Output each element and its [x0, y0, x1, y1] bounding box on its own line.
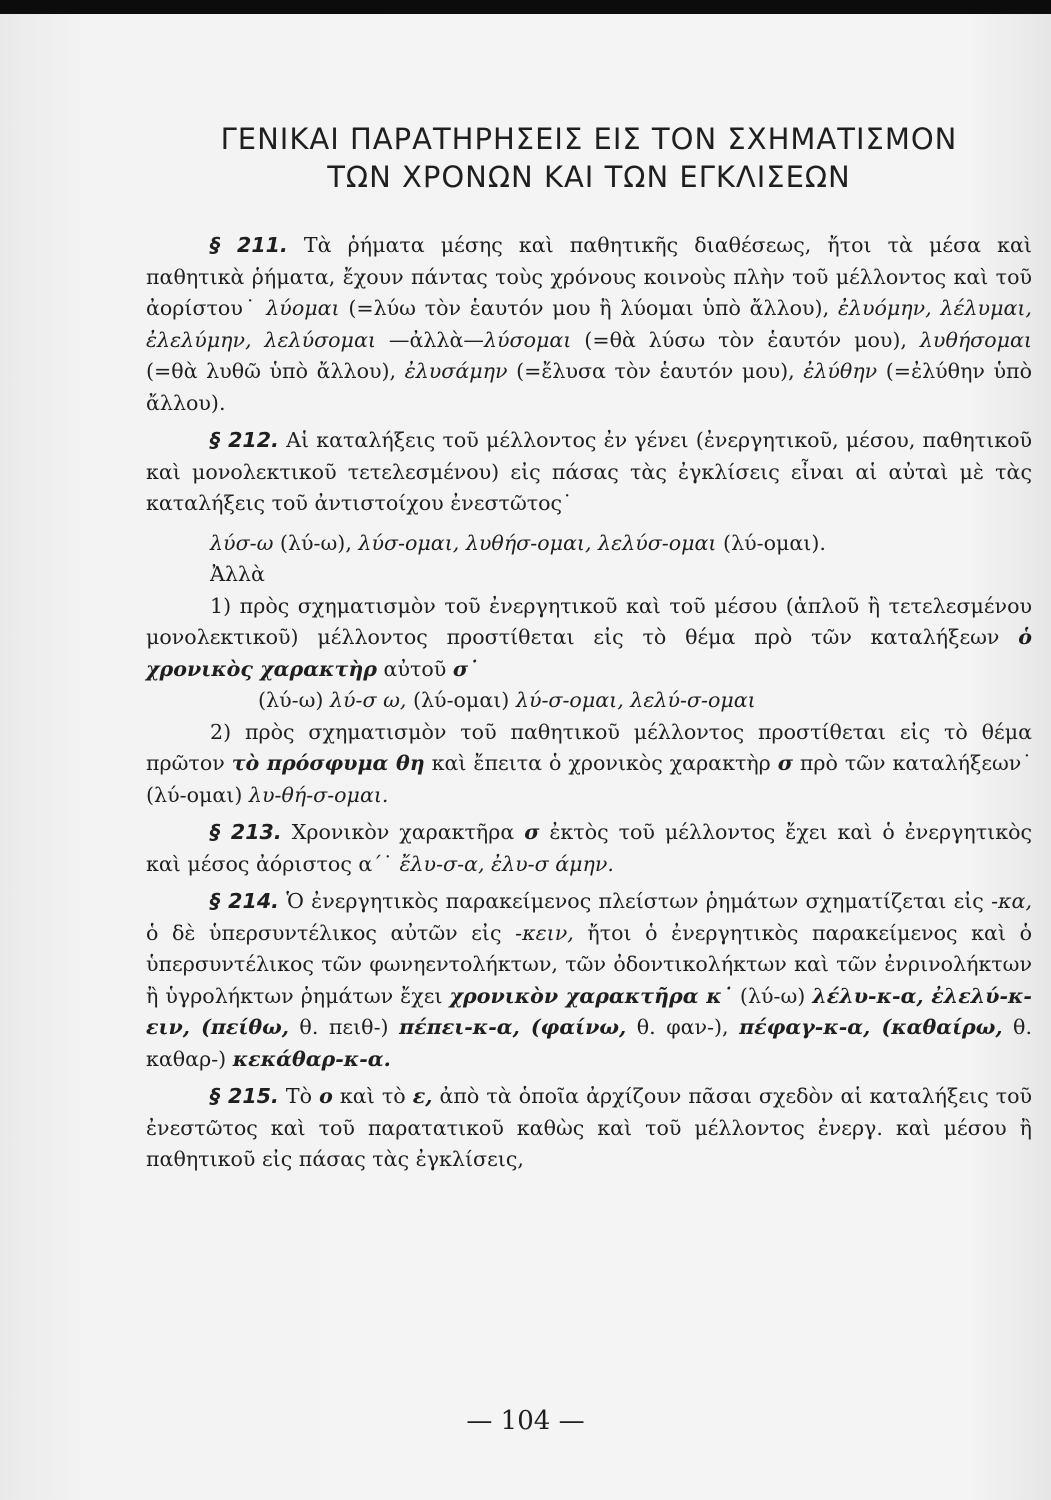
text: (=λύω τὸν ἑαυτόν μου ἢ λύομαι ὑπὸ ἄλλου),: [339, 296, 838, 320]
emphasis: σ: [777, 751, 793, 775]
text: ἤτοι ὁ ἐνεργητικὸς παρακείμενος καὶ ὁ ὑπερσυντέλικος τῶν φωνηεντολήκτων, τῶν ὀδοντικολήκτων καὶ τῶν ἐνρινολήκτων ἢ ὑγρολήκτων ῥημάτων ἔχει: [146, 920, 1033, 1008]
section-213: [146, 817, 1032, 880]
text: θ. πειθ-): [288, 1015, 400, 1039]
scan-top-edge: [0, 0, 1051, 14]
text: πρὸ τῶν καταλήξεων˙ (λύ-ομαι): [146, 751, 1033, 807]
page-content: [146, 120, 1032, 1176]
text: Τὸ: [278, 1084, 320, 1108]
example: ἐλυσάμην: [404, 359, 508, 383]
example: -κειν,: [515, 920, 574, 945]
text: 1) πρὸς σχηματισμὸν τοῦ ἐνεργητικοῦ καὶ τοῦ μέσου (ἁπλοῦ ἢ τετελεσμένου μονολεκτικοῦ) μέλλοντος προστίθεται εἰς τὸ θέμα πρὸ τῶν καταλήξεων: [146, 593, 1032, 649]
emphasis: χρονικὸν χαρακτῆρα κ˙: [449, 983, 733, 1008]
rule-2: [146, 717, 1032, 812]
example: λυθήσομαι: [919, 327, 1033, 352]
text: (=ἔλυσα τὸν ἑαυτόν μου),: [507, 359, 804, 383]
text: —ἀλλὰ—: [375, 327, 484, 352]
text: Αἱ καταλήξεις τοῦ μέλλοντος ἐν γένει (ἐνεργητικοῦ, μέσου, παθητικοῦ καὶ μονολεκτικοῦ τετελεσμένου) εἰς πάσας τὰς ἐγκλίσεις εἶναι αἱ αὐταὶ μὲ τὰς καταλήξεις τοῦ ἀντιστοίχου ἐνεστῶτος˙: [146, 428, 1032, 515]
example: ἐλύθην: [803, 359, 878, 383]
example: λυ-θή-σ-ομαι.: [248, 782, 389, 807]
emphasis: σ˙: [452, 656, 479, 681]
rule-1-example: [146, 685, 1032, 717]
text: ὁ δὲ ὑπερσυντέλικος αὐτῶν εἰς: [146, 920, 516, 945]
example: ἔλυ-σ-α, ἐλυ-σ άμην.: [399, 851, 614, 876]
section-214: [146, 886, 1032, 1075]
text: ἀπὸ τὰ ὁποῖα ἀρχίζουν πᾶσαι σχεδὸν αἱ καταλήξεις τοῦ ἐνεστῶτος καὶ τοῦ παρατατικοῦ καθὼς καὶ τοῦ μέλλοντος ἐνεργ. καὶ μέσου ἢ παθητικοῦ εἰς πάσας τὰς ἐγκλίσεις,: [146, 1084, 1033, 1171]
text: Ὁ ἐνεργητικὸς παρακείμενος πλείστων ῥημάτων σχηματίζεται εἰς: [278, 889, 992, 913]
rule-1: [146, 591, 1032, 686]
emphasis: ο: [319, 1084, 333, 1108]
example: λύομαι: [266, 296, 340, 320]
text: θ. φαν-),: [626, 1015, 740, 1039]
text: (λύ-ομαι).: [716, 530, 826, 555]
section-number: § 212.: [210, 428, 279, 452]
example: λέλυ-κ-α, ἐλελύ-κ-ειν, (πείθω,: [146, 983, 1032, 1039]
text: θ. καθαρ-): [146, 1015, 1032, 1071]
text: (=θὰ λύσω τὸν ἑαυτόν μου),: [571, 327, 920, 352]
example: λύσομαι: [483, 327, 572, 352]
example: πέπει-κ-α, (φαίνω,: [399, 1015, 627, 1039]
example: ἐλυόμην, λέλυμαι, ἐλελύμην, λελύσομαι: [146, 296, 1032, 352]
alla-line: [146, 559, 1032, 591]
example: λύσ-ω: [210, 530, 274, 555]
example: λύσ-ομαι, λυθήσ-ομαι, λελύσ-ομαι: [358, 530, 717, 555]
text: (λύ-ω): [732, 983, 813, 1008]
section-number: § 213.: [210, 820, 282, 844]
text: (=θὰ λυθῶ ὑπὸ ἄλλου),: [146, 359, 405, 383]
text: 2) πρὸς σχηματισμὸν τοῦ παθητικοῦ μέλλοντος προστίθεται εἰς τὸ θέμα πρῶτον: [146, 719, 1032, 775]
text: Χρονικὸν χαρακτῆρα: [281, 820, 525, 844]
chapter-title-line-2: ΤΩΝ ΧΡΟΝΩΝ ΚΑΙ ΤΩΝ ΕΓΚΛΙΣΕΩΝ: [327, 160, 851, 194]
example: -κα,: [991, 889, 1033, 913]
example: λύ-σ ω,: [329, 688, 407, 712]
example: πέφαγ-κ-α, (καθαίρω,: [739, 1015, 1003, 1039]
section-211: [146, 230, 1032, 419]
page-number: — 104 —: [466, 1406, 585, 1436]
text: Τὰ ῥήματα μέσης καὶ παθητικῆς διαθέσεως, ἤτοι τὰ μέσα καὶ παθητικὰ ῥήματα, ἔχουν πάντας τοὺς χρόνους κοινοὺς πλὴν τοῦ μέλλοντος καὶ τοῦ ἀορίστου˙: [146, 233, 1032, 320]
chapter-title: [146, 120, 1032, 196]
example-line: [146, 528, 1032, 560]
book-page: [0, 14, 1051, 1500]
section-215: [146, 1081, 1032, 1176]
text: (=ἐλύθην ὑπὸ ἄλλου).: [146, 359, 1032, 415]
text: ἐκτὸς τοῦ μέλλοντος ἔχει καὶ ὁ ἐνεργητικὸς καὶ μέσος ἀόριστος α΄˙: [146, 820, 1032, 876]
text: αὐτοῦ: [377, 656, 453, 681]
text: (λύ-ω),: [273, 530, 359, 555]
text: καὶ τὸ: [332, 1084, 413, 1108]
emphasis: ε,: [412, 1084, 433, 1108]
section-number: § 215.: [210, 1084, 279, 1108]
section-212: [146, 425, 1032, 520]
text: καὶ ἔπειτα ὁ χρονικὸς χαρακτὴρ: [424, 751, 778, 775]
section-number: § 211.: [210, 233, 288, 257]
text: (λύ-ω): [258, 688, 330, 712]
emphasis: σ: [524, 820, 540, 844]
section-number: § 214.: [210, 889, 279, 913]
example: λύ-σ-ομαι, λελύ-σ-ομαι: [515, 688, 756, 712]
emphasis: τὸ πρόσφυμα θη: [231, 751, 425, 775]
chapter-title-line-1: ΓΕΝΙΚΑΙ ΠΑΡΑΤΗΡΗΣΕΙΣ ΕΙΣ ΤΟΝ ΣΧΗΜΑΤΙΣΜΟΝ: [220, 122, 958, 156]
emphasis: ὁ χρονικὸς χαρακτὴρ: [146, 625, 1032, 681]
text: (λύ-ομαι): [406, 688, 516, 712]
text: Ἀλλὰ: [210, 562, 265, 586]
example: κεκάθαρ-κ-α.: [232, 1046, 391, 1071]
